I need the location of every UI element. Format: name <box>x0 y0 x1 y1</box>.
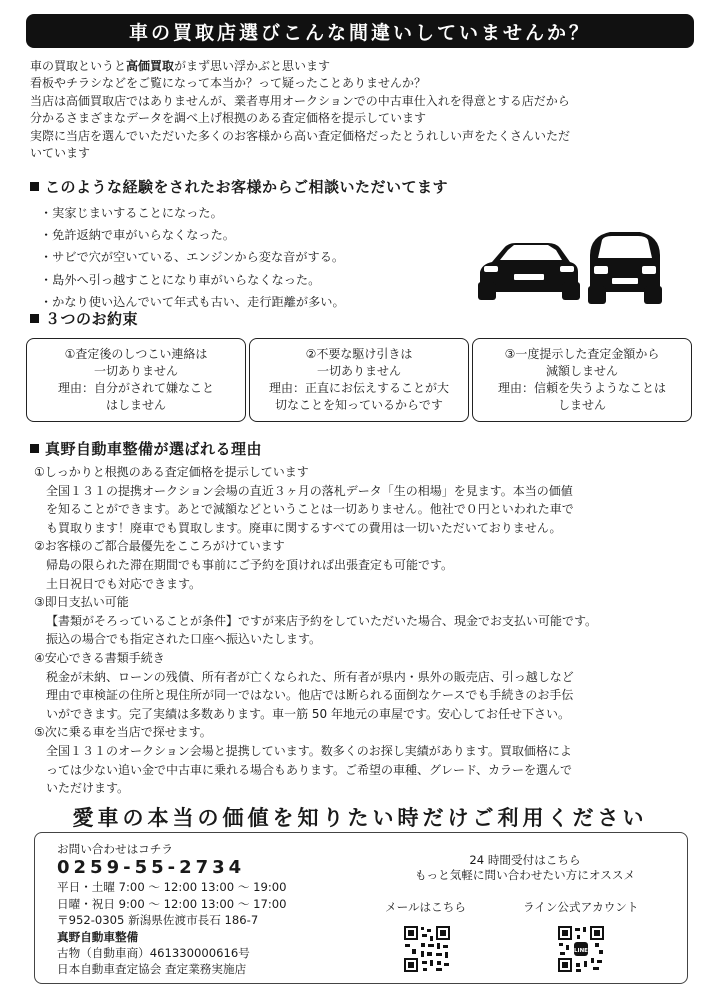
reason-title: ①しっかりと根拠のある査定価格を提示しています <box>34 465 309 479</box>
address: 〒952-0305 新潟県佐渡市長石 186-7 <box>57 913 259 928</box>
cars-illustration <box>470 226 670 308</box>
experience-title: このような経験をされたお客様からご相談いただいてます <box>45 178 449 196</box>
contact-info <box>57 841 287 978</box>
line-qr-code-icon[interactable] <box>557 925 605 973</box>
inquiry-label: お問い合わせはコチラ <box>57 842 173 856</box>
promise-line: しません <box>557 398 606 412</box>
hours-weekday: 平日・土曜 7:00 ～ 12:00 13:00 ～ 19:00 <box>57 880 287 895</box>
experience-list <box>40 202 460 313</box>
intro-text <box>30 58 690 162</box>
promise-box-1 <box>26 338 246 422</box>
promise-line: はしません <box>105 398 166 412</box>
promise-line: 切なことを知っているからです <box>275 398 443 412</box>
promise-line: 理由：信頼を失うようなことは <box>497 381 666 395</box>
reason-line: 税金が未納、ローンの残債、所有者が亡くなられた、所有者が県内・県外の販売店、引っ越しなど <box>46 669 574 684</box>
promises-title: ３つのお約束 <box>45 310 139 328</box>
reason-line: 理由で車検証の住所と現住所が同一ではない。他店では断られる面倒なケースでも手続きのお手伝 <box>46 688 574 703</box>
square-bullet-icon <box>30 444 39 453</box>
business-name: 真野自動車整備 <box>57 929 139 944</box>
list-item: ・島外へ引っ越すことになり車がいらなくなった。 <box>40 272 321 287</box>
list-item: ・免許返納で車がいらなくなった。 <box>40 228 235 243</box>
reason-title: ②お客様のご都合最優先をこころがけています <box>34 539 285 554</box>
line-label: ライン公式アカウント <box>523 900 639 914</box>
reasons-title: 真野自動車整備が選ばれる理由 <box>45 440 263 458</box>
experience-heading <box>30 176 448 197</box>
association-note: 日本自動車査定協会 査定業務実施店 <box>57 962 247 977</box>
casual-note: もっと気軽に問い合わせたい方にオススメ <box>414 868 636 883</box>
reason-title: ⑤次に乗る車を当店で探せます。 <box>34 725 212 740</box>
reason-line: も買取ります！廃車でも買取します。廃車に関するすべての費用は一切いただいておりません。 <box>46 520 562 535</box>
reason-line: を知ることができます。あとで減額などということは一切ありません。他社で０円といわれた車で <box>46 502 574 517</box>
hours-holiday: 日曜・祝日 9:00 ～ 12:00 13:00 ～ 17:00 <box>57 896 287 911</box>
header-title: 車の買取店選びこんな間違いしていませんか？ <box>128 21 591 44</box>
promise-line: 理由：正直にお伝えすることが大 <box>268 381 449 395</box>
promise-line: ③一度提示した査定金額から <box>504 347 660 361</box>
reason-line: っては少ない追い金で中古車に乗れる場合もあります。ご希望の車種、グレード、カラーを選んで <box>46 762 572 777</box>
intro-line1-post: がまず思い浮かぶと思います <box>174 59 331 73</box>
kei-car-icon <box>588 232 662 304</box>
intro-line <box>30 58 690 75</box>
intro-line: 当店は高価買取店ではありませんが、業者専用オークションでの中古車仕入れを得意とする店だから <box>30 93 570 108</box>
promise-line: 理由：自分がされて嫌なこと <box>57 381 214 395</box>
promise-line: 一切ありません <box>316 364 401 378</box>
square-bullet-icon <box>30 182 39 191</box>
promise-line: ①査定後のしつこい連絡は <box>64 347 208 361</box>
mail-label: メールはこちら <box>385 900 466 914</box>
mail-qr-code-icon[interactable] <box>403 925 451 973</box>
intro-line: いています <box>30 146 91 161</box>
page-header <box>26 14 694 48</box>
reasons-list <box>34 463 694 798</box>
intro-line: 看板やチラシなどをご覧になって本当か？って疑ったことありませんか？ <box>30 76 427 91</box>
license-number: 古物（自動車商）461330000616号 <box>57 946 250 961</box>
square-bullet-icon <box>30 314 39 323</box>
reason-title: ④安心できる書類手続き <box>34 650 165 665</box>
reasons-heading <box>30 438 262 459</box>
promise-line: 減額しません <box>545 364 618 378</box>
reason-line: 帰島の限られた滞在期間でも事前にご予約を頂ければ出張査定も可能です。 <box>46 557 454 572</box>
intro-line1-pre: 車の買取というと <box>30 59 127 73</box>
contact-box <box>34 832 688 984</box>
line-badge: LINE <box>574 948 588 954</box>
reason-line: 全国１３１の提携オークション会場の直近３ヶ月の落札データ「生の相場」を見ます。本当の価値 <box>46 483 573 498</box>
reason-line: いただけます。 <box>46 781 130 796</box>
list-item: ・実家じまいすることになった。 <box>40 206 223 220</box>
reason-line: 【書類がそろっていることが条件】ですが来店予約をしていただいた場合、現金でお支払い可能です。 <box>46 613 598 628</box>
list-item: ・かなり使い込んでいて年式も古い、走行距離が多い。 <box>40 294 345 309</box>
promise-box-3 <box>472 338 692 422</box>
reason-line: 全国１３１のオークション会場と提携しています。数多くのお探し実績があります。買取価格によ <box>46 743 572 758</box>
reason-line: 振込の場合でも指定された口座へ振込いたします。 <box>46 632 322 647</box>
cta-banner: 愛車の本当の価値を知りたい時だけご利用ください <box>72 806 648 830</box>
reason-title: ③即日支払い可能 <box>34 595 129 610</box>
sedan-car-icon <box>478 243 580 300</box>
reception-24h: 24 時間受付はこちら <box>469 853 581 867</box>
promise-line: 一切ありません <box>93 364 178 378</box>
intro-highlight: 高価買取 <box>126 59 175 73</box>
intro-line: 分かるさまざまなデータを調べ上げ根拠のある査定価格を提示しています <box>30 111 427 126</box>
intro-line: 実際に当店を選んでいただいた多くのお客様から高い査定価格だったとうれしい声をたくさんいただ <box>30 128 571 143</box>
promise-line: ②不要な駆け引きは <box>305 347 413 361</box>
promise-box-2 <box>249 338 469 422</box>
reason-line: 土日祝日でも対応できます。 <box>46 576 202 591</box>
phone-number[interactable]: 0259-55-2734 <box>57 857 246 879</box>
promises-heading <box>30 308 138 329</box>
reason-line: いができます。完了実績は多数あります。車一筋 50 年地元の車屋です。安心してお任せ下さい。 <box>46 706 571 721</box>
online-contact <box>375 853 675 884</box>
list-item: ・サビで穴が空いている、エンジンから変な音がする。 <box>40 250 345 265</box>
